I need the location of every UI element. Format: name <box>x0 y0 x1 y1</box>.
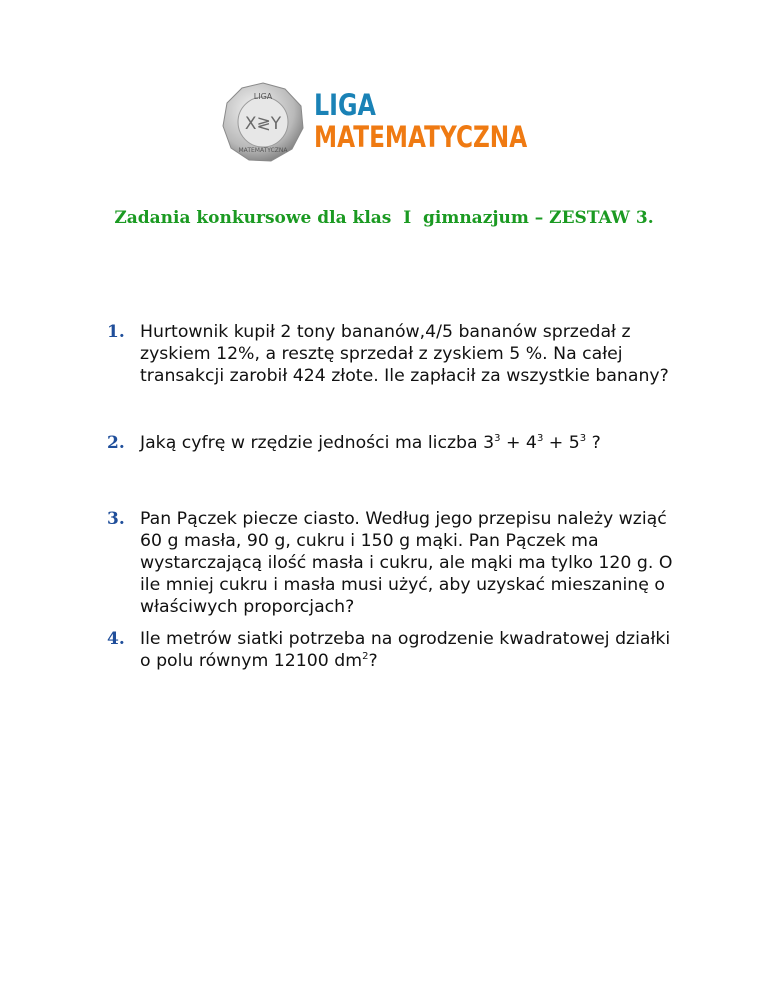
task-text-part: ? <box>368 651 378 671</box>
liga-matematyczna-logo <box>222 82 552 162</box>
badge-text-top: LIGA <box>253 92 273 101</box>
exponent: 2 <box>362 651 369 663</box>
exponent: 3 <box>579 433 587 445</box>
task-number: 1. <box>107 322 125 342</box>
task-text-part: + 4 <box>500 433 537 453</box>
logo-word-liga: LIGA <box>314 88 376 122</box>
task-text-part: Ile metrów siatki potrzeba na ogrodzenie kwadratowej działki o polu równym 12100 dm <box>140 629 671 671</box>
task-text <box>140 628 680 672</box>
task-text: Pan Pączek piecze ciasto. Według jego przepisu należy wziąć 60 g masła, 90 g, cukru i 150 g mąki. Pan Pączek ma wystarczającą ilość masła i cukru, ale mąki ma tylko 120 g. O ile mniej cukru i masła musi użyć, aby uzyskać mieszaninę o właściwych proporcjach? <box>140 509 673 617</box>
task-number: 3. <box>107 509 125 529</box>
page-title: Zadania konkursowe dla klas I gimnazjum – ZESTAW 3. <box>114 208 654 228</box>
task-text: Hurtownik kupił 2 tony bananów,4/5 bananów sprzedał z zyskiem 12%, a resztę sprzedał z zyskiem 5 %. Na całej transakcji zarobił 424 złote. Ile zapłacił za wszystkie banany? <box>140 322 669 386</box>
task-number: 4. <box>107 629 125 649</box>
task-number: 2. <box>107 433 125 453</box>
logo-word-matematyczna: MATEMATYCZNA <box>314 120 528 154</box>
liga-badge-icon <box>222 82 304 162</box>
task-text-part: ? <box>586 433 601 453</box>
badge-text-bottom: MATEMATYCZNA <box>238 147 288 154</box>
exponent: 3 <box>494 433 501 445</box>
badge-text-mid: X≷Y <box>244 114 282 134</box>
task-text-part: Jaką cyfrę w rzędzie jedności ma liczba 3 <box>140 433 495 453</box>
task-text-part: + 5 <box>543 433 580 453</box>
exponent: 3 <box>536 433 544 445</box>
task-text <box>140 432 680 454</box>
